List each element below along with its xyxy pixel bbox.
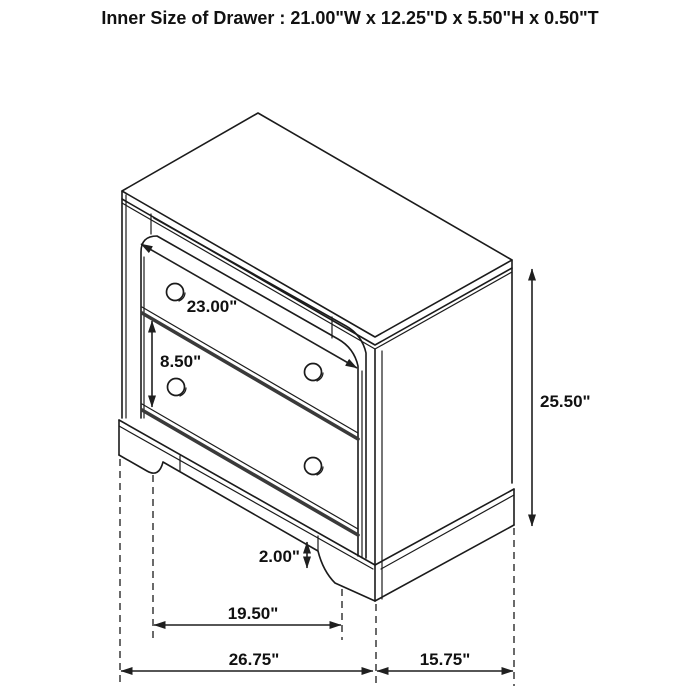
base-side-top-edge: [375, 489, 514, 565]
drawer2-shadow-line: [142, 410, 358, 535]
base-front-bottom-with-feet: [119, 455, 375, 601]
drawer1-knob-left: [167, 284, 186, 302]
dimension-label-26-75: 26.75": [228, 650, 280, 669]
base-front-bevel: [119, 426, 373, 569]
dimension-overall-height: [532, 269, 591, 526]
dimension-label-25-50: 25.50": [540, 392, 591, 411]
dimension-label-23-00: 23.00": [186, 297, 238, 316]
dimension-overall-width: [121, 650, 373, 671]
base-front-top-edge: [119, 420, 375, 565]
diagram-title: Inner Size of Drawer : 21.00"W x 12.25"D x 5.50"H x 0.50"T: [101, 8, 599, 28]
drawer2-bottom-edge: [142, 404, 358, 529]
dimension-base-height: [259, 542, 307, 568]
base-side-bottom-edge: [375, 525, 514, 601]
dimension-label-8-50: 8.50": [160, 352, 202, 371]
dimension-label-15-75: 15.75": [419, 650, 471, 669]
drawer1-knob-right: [305, 364, 324, 382]
base-side-bevel: [381, 495, 514, 569]
drawer2-knob-right: [305, 458, 324, 476]
top-face: [122, 113, 512, 337]
dimension-foot-span: [154, 604, 341, 625]
drawer2-knob-left: [168, 379, 187, 397]
dimension-label-19-50: 19.50": [227, 604, 279, 623]
dimension-overall-depth: [377, 650, 513, 671]
dimension-label-2-00: 2.00": [258, 547, 300, 566]
